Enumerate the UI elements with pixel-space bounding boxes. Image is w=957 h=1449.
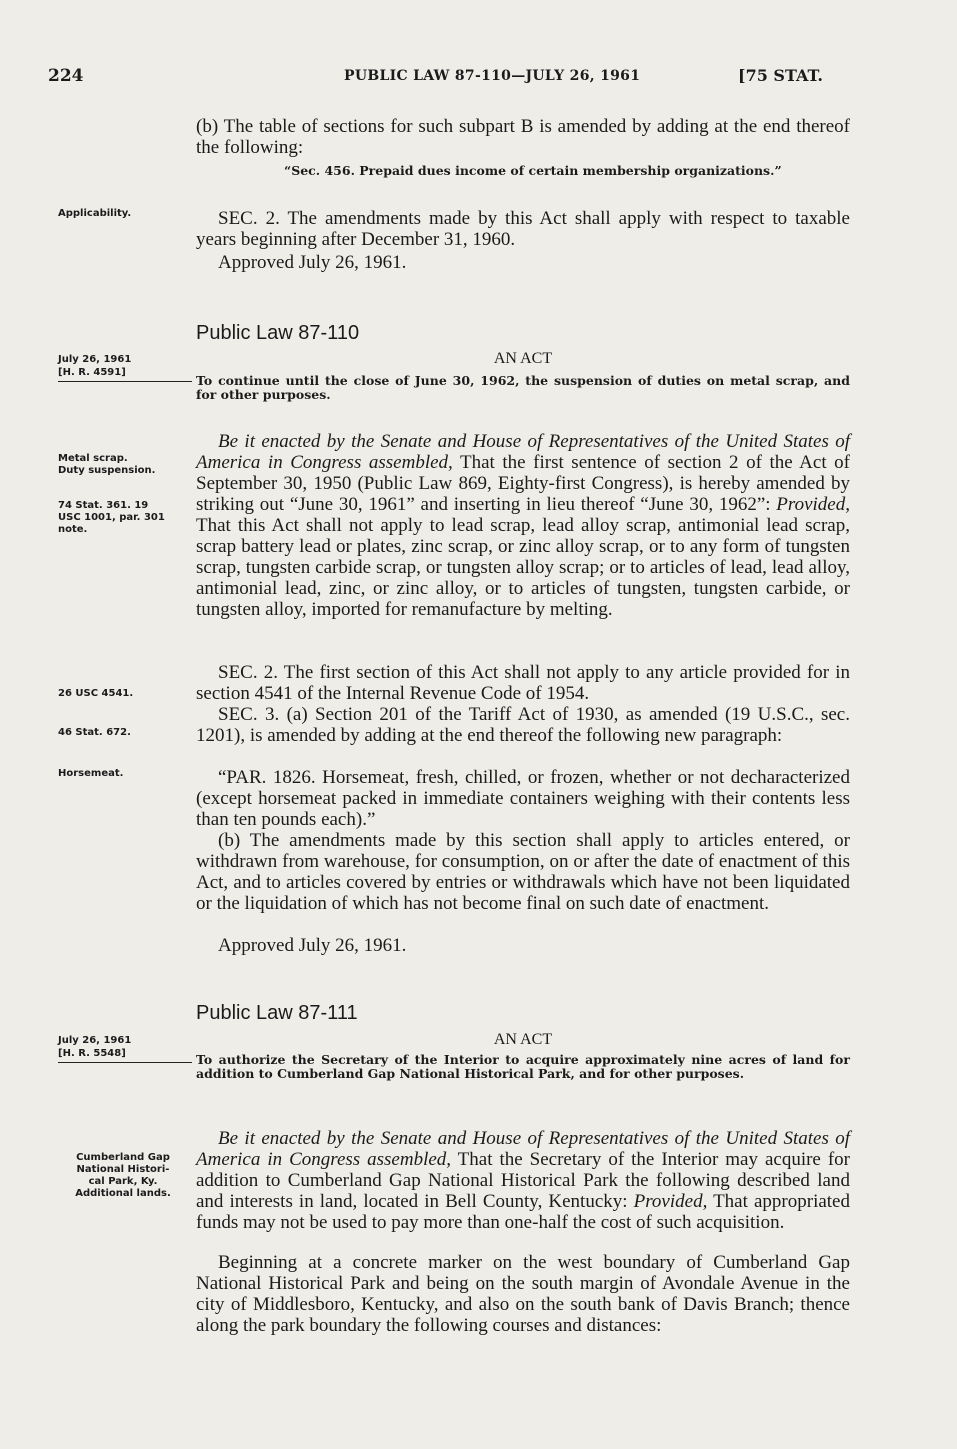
law110-margin-date: July 26, 1961 xyxy=(58,354,132,365)
law111-margin-date: July 26, 1961 xyxy=(58,1035,132,1046)
page-number: 224 xyxy=(48,66,84,86)
law110-par1826: “PAR. 1826. Horsemeat, fresh, chilled, or frozen, whether or not decharacterized (except horsemeat packed in immediate containers weighing with their contents less than ten pounds each).” xyxy=(196,767,850,830)
law111-para2: Beginning at a concrete marker on the west boundary of Cumberland Gap National Historical Park and being on the south margin of Avondale Avenue in the city of Middlesboro, Kentucky, and also on the south bank of Davis Branch; thence along the park boundary the following courses and distances: xyxy=(196,1252,850,1336)
margin-cite-usc: USC 1001, par. 301 xyxy=(58,512,165,523)
law111-para1-end: That appropriated funds may not be used to pay more than one-half the cost of such acquisition. xyxy=(196,1191,850,1233)
margin-metal-scrap: Metal scrap. xyxy=(58,453,128,464)
margin-cumberland-1: Cumberland Gap xyxy=(76,1152,170,1163)
running-header xyxy=(48,66,857,90)
law111-title: Public Law 87-111 xyxy=(196,1002,358,1024)
amendment-paragraph: (b) The table of sections for such subpart B is amended by adding at the end thereof the following: xyxy=(196,116,850,158)
law110-enacting-clause: Be it enacted by the Senate and House of Representatives of the United States of America in Congress assembled, xyxy=(196,431,850,473)
law110-purpose: To continue until the close of June 30, 1962, the suspension of duties on metal scrap, and for other purposes. xyxy=(196,373,850,402)
law111-enacting-paragraph xyxy=(196,1128,850,1233)
sec2-paragraph: SEC. 2. The amendments made by this Act shall apply with respect to taxable years beginning after December 31, 1960. xyxy=(196,208,850,250)
law111-purpose: To authorize the Secretary of the Interior to acquire approximately nine acres of land for addition to Cumberland Gap National Historical Park, and for other purposes. xyxy=(196,1052,850,1081)
margin-cite-stat: 74 Stat. 361. 19 xyxy=(58,500,149,511)
law110-sec3a: SEC. 3. (a) Section 201 of the Tariff Act of 1930, as amended (19 U.S.C., sec. 1201), is amended by adding at the end thereof the following new paragraph: xyxy=(196,704,850,746)
margin-horsemeat: Horsemeat. xyxy=(58,768,124,779)
margin-applicability: Applicability. xyxy=(58,208,132,219)
law111-provided: Provided, xyxy=(633,1191,708,1212)
law111-an-act: AN ACT xyxy=(493,1031,553,1048)
law110-approved: Approved July 26, 1961. xyxy=(218,935,407,956)
margin-cumberland-2: National Histori- xyxy=(76,1164,170,1175)
margin-duty-suspension: Duty suspension. xyxy=(58,465,156,476)
margin-cite-note: note. xyxy=(58,524,88,535)
margin-46-stat: 46 Stat. 672. xyxy=(58,727,131,738)
law110-enacting-paragraph xyxy=(196,431,850,620)
margin-cumberland-4: Additional lands. xyxy=(75,1188,171,1199)
law110-margin-rule xyxy=(58,381,192,382)
law110-title: Public Law 87-110 xyxy=(196,322,360,344)
law111-margin-rule xyxy=(58,1062,192,1063)
law110-provided: Provided, xyxy=(776,494,850,515)
law110-sec3b: (b) The amendments made by this section shall apply to articles entered, or withdrawn from warehouse, for consumption, on or after the date of enactment of this Act, and to articles covered by entries or withdrawals which have not been liquidated or the liquidation of which has not become final on such date of enactment. xyxy=(196,830,850,914)
header-title: PUBLIC LAW 87-110—JULY 26, 1961 xyxy=(344,68,641,84)
law111-enacting-clause: Be it enacted by the Senate and House of Representatives of the United States of America in Congress assembled, xyxy=(196,1128,850,1170)
margin-26-usc: 26 USC 4541. xyxy=(58,688,134,699)
margin-cumberland-3: cal Park, Ky. xyxy=(88,1176,158,1187)
law110-an-act: AN ACT xyxy=(493,350,553,367)
law110-margin-bill: [H. R. 4591] xyxy=(58,367,126,378)
law111-margin-bill: [H. R. 5548] xyxy=(58,1048,126,1059)
law110-para1-end: That this Act shall not apply to lead scrap, lead alloy scrap, antimonial lead scrap, scrap battery lead or plates, zinc scrap, or zinc alloy scrap, or to any form of tungsten scrap, tungsten carbide scrap, or tungsten alloy scrap; or to articles of lead, lead alloy, antimonial lead, zinc, or zinc alloy, or to articles of tungsten, tungsten carbide, or tungsten alloy, imported for remanufacture by melting. xyxy=(196,515,850,620)
header-volume: [75 STAT. xyxy=(738,66,823,85)
law110-para1-text: That the first sentence of section 2 of the Act of September 30, 1950 (Public Law 869, Eighty-first Congress), is hereby amended by striking out “June 30, 1961” and inserting in lieu thereof “June 30, 1962”: xyxy=(196,452,850,515)
approved-line: Approved July 26, 1961. xyxy=(218,252,407,273)
law110-sec2: SEC. 2. The first section of this Act shall not apply to any article provided for in section 4541 of the Internal Revenue Code of 1954. xyxy=(196,662,850,704)
law111-para1-text: That the Secretary of the Interior may acquire for addition to Cumberland Gap National Historical Park the following described land and interests in land, located in Bell County, Kentucky: xyxy=(196,1149,850,1212)
quoted-section-entry: “Sec. 456. Prepaid dues income of certain membership organizations.” xyxy=(284,163,782,178)
